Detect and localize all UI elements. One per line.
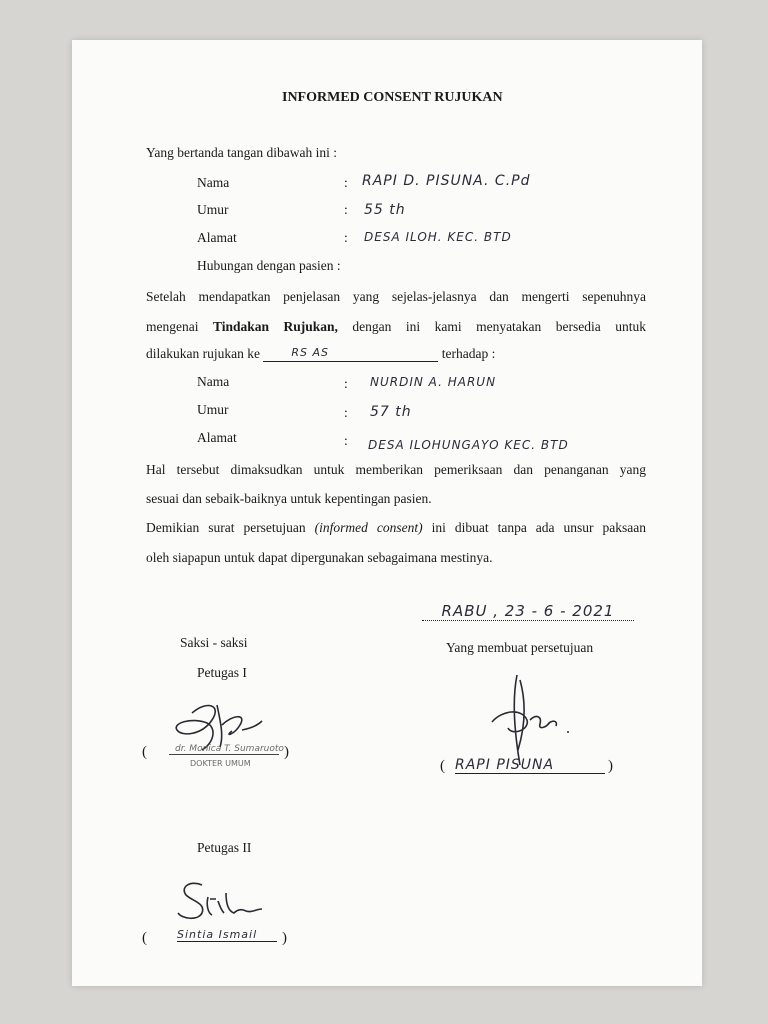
- relation-label: Hubungan dengan pasien :: [197, 258, 341, 273]
- paragraph-line: [146, 346, 495, 362]
- text-span: ini dibuat tanpa ada unsur paksaan: [431, 520, 646, 535]
- signer-name-value: RAPI D. PISUNA. C.Pd: [362, 173, 531, 189]
- officer1-stamp-name: dr. Monica T. Sumaruoto: [175, 744, 284, 754]
- signer-name-label: Nama: [197, 175, 230, 190]
- bold-text: Tindakan Rujukan,: [212, 319, 338, 334]
- colon: :: [344, 202, 348, 217]
- paren-close: ): [282, 930, 287, 946]
- text-span: dengan ini kami menyatakan bersedia untuk: [352, 319, 646, 334]
- signer-age-value: 55 th: [364, 202, 406, 218]
- consent-document: [72, 40, 702, 986]
- colon: :: [344, 230, 348, 245]
- signer-address-value: DESA ILOH. KEC. BTD: [364, 230, 512, 244]
- paragraph-line: [146, 319, 646, 335]
- officer2-name: Sintia Ismail: [177, 928, 277, 942]
- colon: :: [344, 376, 348, 391]
- text-span: Demikian surat persetujuan: [146, 520, 306, 535]
- signer-address-label: Alamat: [197, 230, 237, 245]
- text-span: terhadap :: [441, 346, 496, 361]
- paren-open: (: [440, 758, 445, 774]
- paren-open: (: [142, 744, 147, 760]
- patient-age-label: Umur: [197, 402, 229, 417]
- patient-address-value: DESA ILOHUNGAYO KEC. BTD: [368, 438, 569, 452]
- colon: :: [344, 175, 348, 190]
- intro-text: Yang bertanda tangan dibawah ini :: [146, 145, 337, 160]
- colon: :: [344, 405, 348, 420]
- witnesses-label: Saksi - saksi: [180, 635, 248, 650]
- paren-close: ): [608, 758, 613, 774]
- officer1-label: Petugas I: [197, 665, 247, 680]
- officer2-label: Petugas II: [197, 840, 252, 855]
- paragraph-line: Setelah mendapatkan penjelasan yang sejelas-jelasnya dan mengerti sepenuhnya: [146, 289, 646, 304]
- italic-text: (informed consent): [314, 520, 423, 535]
- patient-address-label: Alamat: [197, 430, 237, 445]
- officer1-stamp-title: DOKTER UMUM: [190, 759, 251, 768]
- text-span: dilakukan rujukan ke: [146, 346, 260, 361]
- colon: :: [344, 433, 348, 448]
- paragraph-line: sesuai dan sebaik-baiknya untuk kepentingan pasien.: [146, 491, 432, 506]
- date-handwritten: RABU , 23 - 6 - 2021: [422, 602, 634, 621]
- document-title: INFORMED CONSENT RUJUKAN: [282, 90, 503, 105]
- signature-line: [169, 754, 279, 755]
- consenter-label: Yang membuat persetujuan: [446, 640, 594, 655]
- paragraph-line: Hal tersebut dimaksudkan untuk memberikan pemeriksaan dan penanganan yang: [146, 462, 646, 477]
- consenter-signature: [472, 670, 582, 770]
- referral-destination: RS AS: [263, 346, 438, 362]
- text-span: mengenai: [146, 319, 199, 334]
- paren-open: (: [142, 930, 147, 946]
- signer-age-label: Umur: [197, 202, 229, 217]
- patient-name-label: Nama: [197, 374, 230, 389]
- patient-name-value: NURDIN A. HARUN: [370, 375, 497, 389]
- paragraph-line: oleh siapapun untuk dapat dipergunakan sebagaimana mestinya.: [146, 550, 493, 565]
- paren-close: ): [284, 744, 289, 760]
- officer2-signature: [172, 875, 282, 925]
- patient-age-value: 57 th: [370, 404, 412, 420]
- consenter-name: RAPI PISUNA: [455, 757, 605, 774]
- paragraph-line: [146, 520, 646, 536]
